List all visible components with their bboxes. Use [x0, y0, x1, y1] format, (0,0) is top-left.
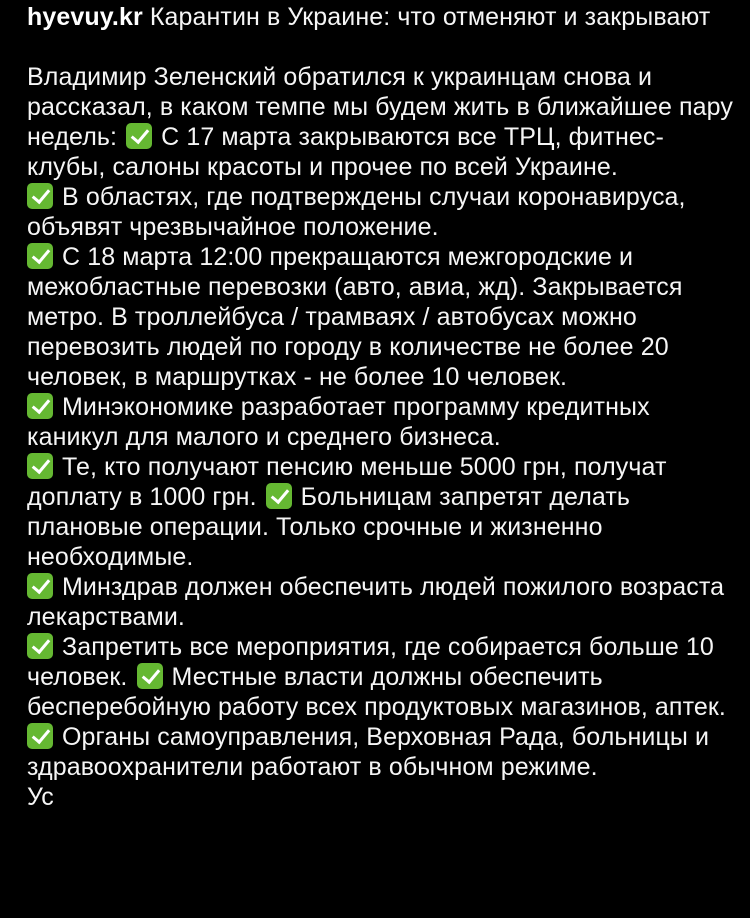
item-text: Те, кто получают пенсию меньше 5000 грн, получат доплату в 1000 грн.: [27, 453, 667, 511]
caption-paragraph: [27, 452, 739, 572]
caption-paragraph: [27, 62, 739, 182]
cut-off-text: Ус: [27, 783, 54, 811]
check-mark-icon: [27, 573, 53, 599]
post-caption: [27, 2, 739, 812]
bottom-fade-overlay: [0, 850, 750, 918]
caption-paragraph: [27, 392, 739, 452]
item-text: Органы самоуправления, Верховная Рада, больницы и здравоохранители работают в обычном режиме.: [27, 723, 710, 781]
username-link[interactable]: hyevuy.kr: [27, 3, 143, 31]
caption-paragraph: [27, 242, 739, 392]
check-mark-icon: [266, 483, 292, 509]
caption-paragraph: [27, 572, 739, 632]
caption-paragraph: [27, 632, 739, 722]
item-text: Запретить все мероприятия, где собирается больше 10 человек.: [27, 633, 714, 691]
item-text: С 18 марта 12:00 прекращаются межгородские и межобластные перевозки (авто, авиа, жд). Закрывается метро. В троллейбуса / трамваях / автобусах можно перевозить людей по городу в количестве не более 20 человек, в маршрутках - не более 10 человек.: [27, 243, 683, 391]
check-mark-icon: [137, 663, 163, 689]
headline-text: Карантин в Украине: что отменяют и закрывают: [149, 3, 711, 31]
check-mark-icon: [27, 633, 53, 659]
intro-text: Владимир Зеленский обратился к украинцам снова и рассказал, в каком темпе мы будем жить в ближайшее пару недель:: [27, 63, 733, 151]
item-text: С 17 марта закрываются все ТРЦ, фитнес-клубы, салоны красоты и прочее по всей Украине.: [27, 123, 664, 181]
item-text: Больницам запретят делать плановые операции. Только срочные и жизненно необходимые.: [27, 483, 631, 571]
overlay-shadow: [24, 852, 68, 918]
check-mark-icon: [27, 393, 53, 419]
caption-paragraph: [27, 182, 739, 242]
item-text: Местные власти должны обеспечить бесперебойную работу всех продуктовых магазинов, аптек.: [27, 663, 726, 721]
cut-off-line: [27, 782, 739, 812]
item-text: В областях, где подтверждены случаи коронавируса, объявят чрезвычайное положение.: [27, 183, 686, 241]
caption-paragraph: [27, 722, 739, 782]
item-text: Минэкономике разработает программу кредитных каникул для малого и среднего бизнеса.: [27, 393, 650, 451]
caption-headline: [27, 2, 739, 32]
check-mark-icon: [27, 453, 53, 479]
item-text: Минздрав должен обеспечить людей пожилого возраста лекарствами.: [27, 573, 725, 631]
check-mark-icon: [27, 183, 53, 209]
check-mark-icon: [27, 243, 53, 269]
check-mark-icon: [27, 723, 53, 749]
check-mark-icon: [126, 123, 152, 149]
